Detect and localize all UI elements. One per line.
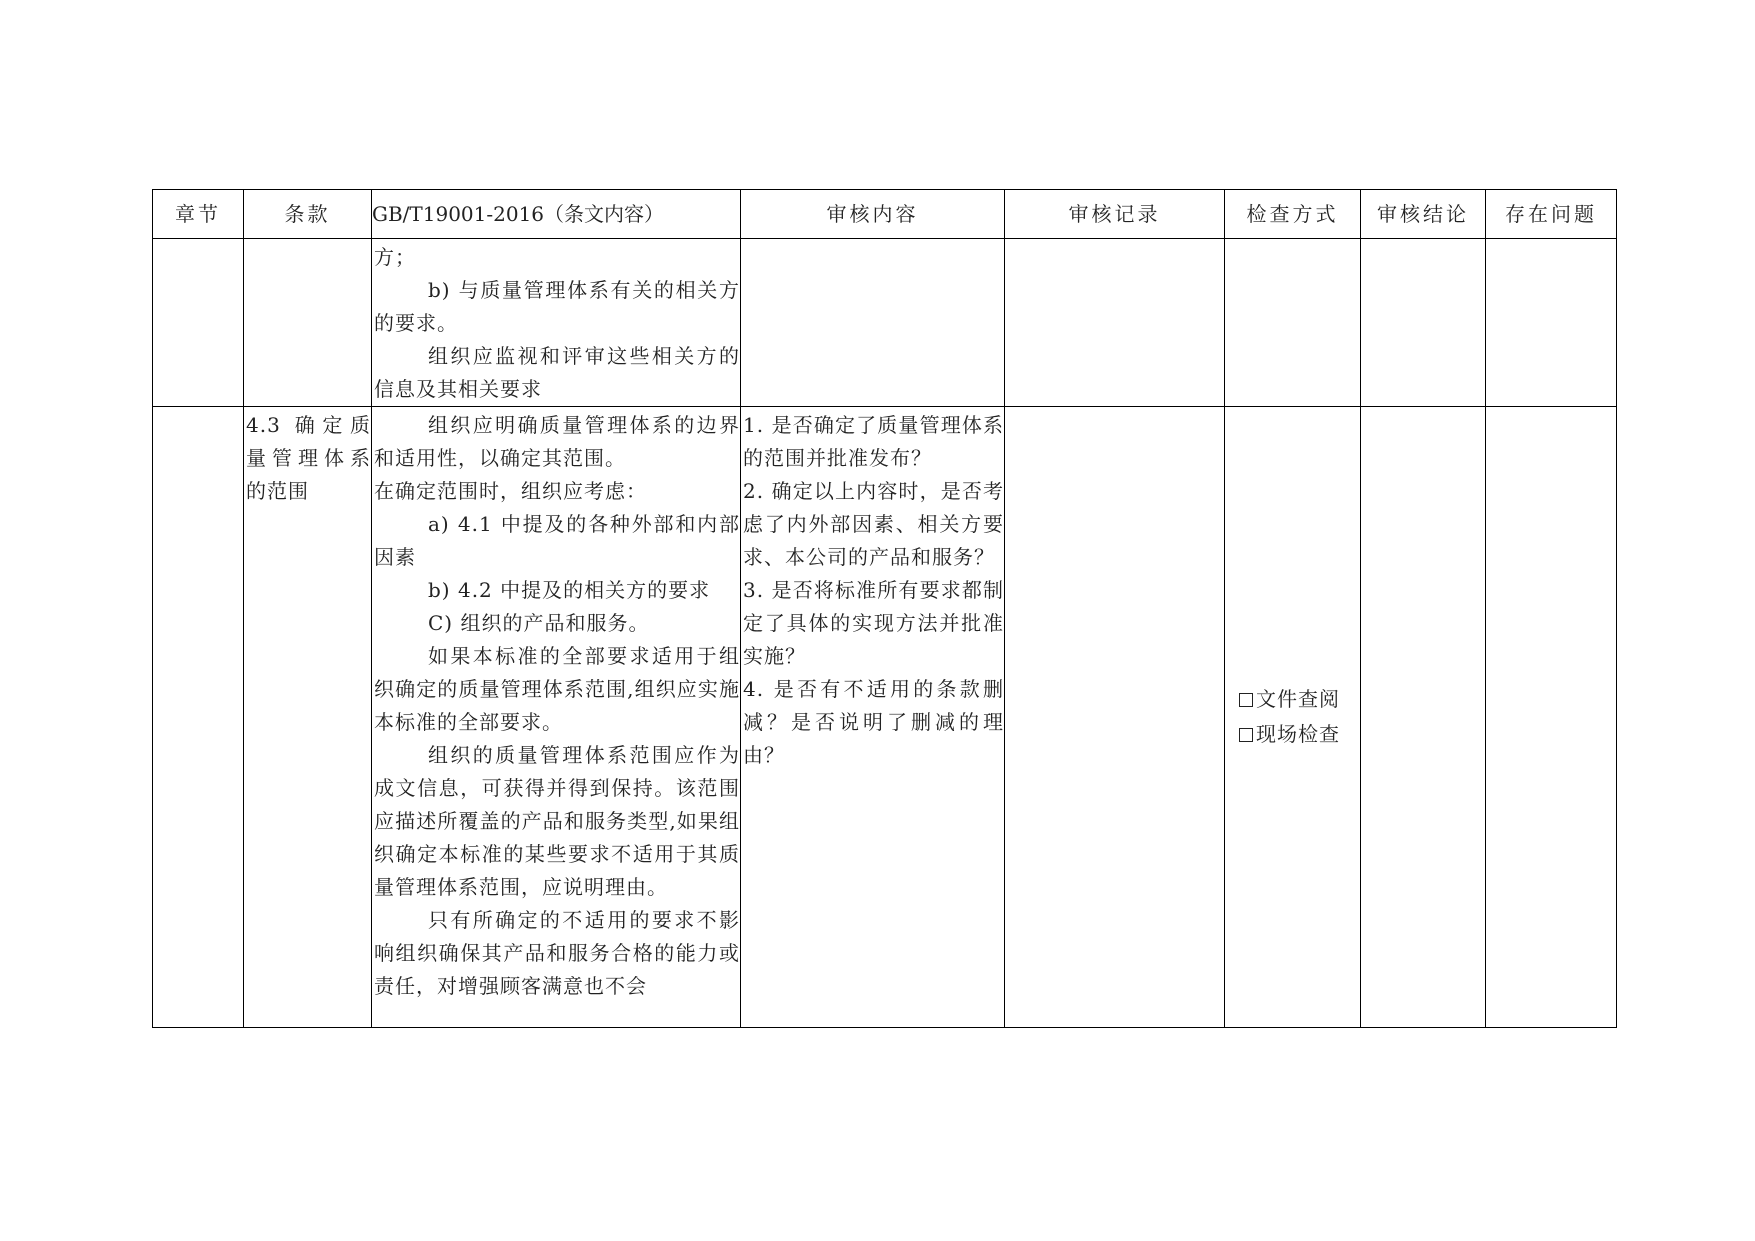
header-row (153, 190, 1617, 239)
clause-cell (244, 239, 372, 407)
audit-question: 1. 是否确定了质量管理体系的范围并批准发布？ (743, 413, 1004, 470)
table-row (153, 407, 1617, 1028)
header-issues: 存在问题 (1486, 190, 1617, 239)
checkbox-icon[interactable] (1239, 693, 1253, 707)
paragraph: C) 组织的产品和服务。 (428, 611, 650, 635)
clause-cell (244, 407, 372, 1028)
header-chapter: 章节 (153, 190, 244, 239)
paragraph: b) 与质量管理体系有关的相关方的要求。 (374, 278, 740, 335)
audit-content-cell[interactable] (741, 239, 1005, 407)
header-standard-text: GB/T19001-2016（条文内容） (372, 190, 741, 239)
check-method-option[interactable] (1225, 717, 1360, 752)
header-clause: 条款 (244, 190, 372, 239)
audit-question: 2. 确定以上内容时，是否考虑了内外部因素、相关方要求、本公司的产品和服务？ (743, 479, 1004, 569)
header-audit-content: 审核内容 (741, 190, 1005, 239)
chapter-cell (153, 239, 244, 407)
audit-question: 3. 是否将标准所有要求都制定了具体的实现方法并批准实施？ (743, 578, 1004, 668)
audit-conclusion-cell[interactable] (1361, 239, 1486, 407)
standard-text (372, 239, 740, 406)
check-method-options (1225, 682, 1360, 752)
paragraph: 在确定范围时，组织应考虑： (374, 479, 647, 503)
check-method-label: 文件查阅 (1256, 687, 1340, 711)
issues-cell[interactable] (1486, 239, 1617, 407)
check-method-option[interactable] (1225, 682, 1360, 717)
paragraph: 组织的质量管理体系范围应作为成文信息，可获得并得到保持。该范围应描述所覆盖的产品和服务类型,如果组织确定本标准的某些要求不适用于其质量管理体系范围，应说明理由。 (374, 743, 740, 899)
audit-content-cell[interactable] (741, 407, 1005, 1028)
paragraph: b) 4.2 中提及的相关方的要求 (428, 578, 711, 602)
header-audit-record: 审核记录 (1005, 190, 1225, 239)
paragraph: 组织应明确质量管理体系的边界和适用性，以确定其范围。 (374, 413, 740, 470)
audit-checklist-table (152, 189, 1617, 1028)
chapter-cell (153, 407, 244, 1028)
check-method-cell (1225, 407, 1361, 1028)
paragraph: 只有所确定的不适用的要求不影响组织确保其产品和服务合格的能力或责任，对增强顾客满意也不会 (374, 908, 740, 998)
audit-content (741, 407, 1004, 772)
audit-record-cell[interactable] (1005, 407, 1225, 1028)
paragraph: 组织应监视和评审这些相关方的信息及其相关要求 (374, 344, 740, 401)
audit-record-cell[interactable] (1005, 239, 1225, 407)
paragraph: 方； (374, 245, 416, 269)
checkbox-icon[interactable] (1239, 728, 1253, 742)
header-audit-conclusion: 审核结论 (1361, 190, 1486, 239)
issues-cell[interactable] (1486, 407, 1617, 1028)
paragraph: 如果本标准的全部要求适用于组织确定的质量管理体系范围,组织应实施本标准的全部要求。 (374, 644, 740, 734)
check-method-label: 现场检查 (1256, 722, 1340, 746)
audit-conclusion-cell[interactable] (1361, 407, 1486, 1028)
standard-text (372, 407, 740, 1003)
clause-title: 4.3 确定质量管理体系的范围 (246, 413, 371, 503)
header-check-method: 检查方式 (1225, 190, 1361, 239)
standard-text-cell (372, 239, 741, 407)
check-method-cell[interactable] (1225, 239, 1361, 407)
table-row (153, 239, 1617, 407)
audit-question: 4. 是否有不适用的条款删减？是否说明了删减的理由？ (743, 677, 1004, 767)
standard-text-cell (372, 407, 741, 1028)
paragraph: a) 4.1 中提及的各种外部和内部因素 (374, 512, 740, 569)
